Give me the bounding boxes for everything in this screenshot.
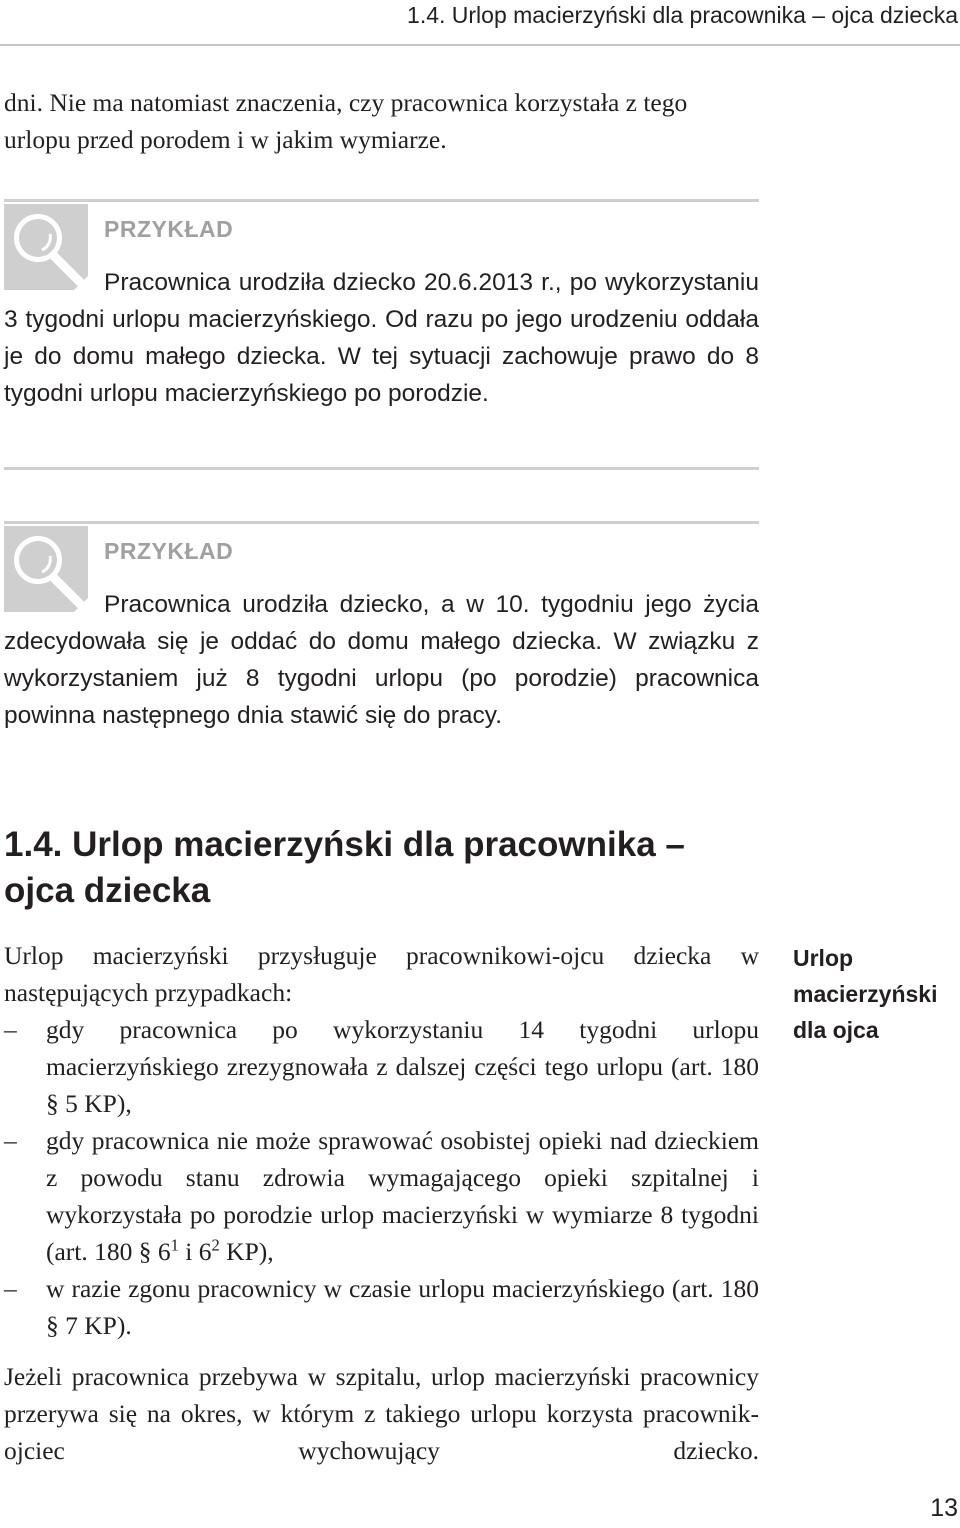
list-item: – gdy pracownica nie może sprawować osobistej opieki nad dzieckiem z powodu stanu zdrowia wymagającego opieki szpitalnej i wykorzystała po porodzie urlop macierzyński w wymiarze 8 tygodni (art. 180 § $6^1$ i $6^2$ KP), — [4, 1122, 759, 1270]
list-item: – gdy pracownica po wykorzystaniu 14 tygodni urlopu macierzyńskiego zrezygnowała z dalszej części tego urlopu (art. 180 § 5 KP), — [4, 1011, 759, 1122]
case-list — [4, 1011, 759, 1344]
list-dash: – — [4, 1126, 17, 1155]
example-label: PRZYKŁAD — [104, 538, 234, 564]
closing-paragraph: Jeżeli pracownica przebywa w szpitalu, urlop macierzyński pracownicy przerywa się na okres, w którym z takiego urlopu korzysta pracownik-ojciec wychowujący dziecko. — [4, 1362, 759, 1465]
section-body — [4, 937, 759, 1469]
margin-note — [793, 940, 943, 1048]
running-head — [0, 0, 960, 46]
running-head-title: 1.4. Urlop macierzyński dla pracownika – ojca dziecka — [407, 2, 958, 28]
list-dash: – — [4, 1015, 17, 1044]
intro-paragraph: dni. Nie ma natomiast znaczenia, czy pracownica korzystała z tego urlopu przed porodem i w jakim wymiarze. — [4, 88, 688, 154]
section-title: 1.4. Urlop macierzyński dla pracownika – ojca dziecka — [4, 825, 685, 910]
example-text: Pracownica urodziła dziecko 20.6.2013 r., po wykorzystaniu 3 tygodni urlopu macierzyńskiego. Od razu po jego urodzeniu oddała je do domu małego dziecka. W tej sytuacji zachowuje prawo do 8 tygodni urlopu macierzyńskiego po porodzie. — [4, 269, 759, 407]
margin-note-line: Urlop — [793, 945, 854, 971]
page-number: 13 — [930, 1494, 958, 1522]
margin-note-line: macierzyński — [793, 981, 938, 1007]
example-text: Pracownica urodziła dziecko, a w 10. tygodniu jego życia zdecydowała się je oddać do domu małego dziecka. W związku z wykorzystaniem już 8 tygodni urlopu (po porodzie) pracownica powinna następnego dnia stawić się do pracy. — [4, 591, 759, 729]
example-label: PRZYKŁAD — [104, 216, 234, 242]
list-dash: – — [4, 1274, 17, 1303]
example-box — [4, 199, 759, 470]
margin-note-line: dla ojca — [793, 1017, 879, 1043]
list-item: – w razie zgonu pracownicy w czasie urlopu macierzyńskiego (art. 180 § 7 KP). — [4, 1270, 759, 1344]
lead-paragraph: Urlop macierzyński przysługuje pracownikowi-ojcu dziecka w następujących przypadkach: — [4, 941, 759, 1007]
example-box — [4, 521, 759, 768]
